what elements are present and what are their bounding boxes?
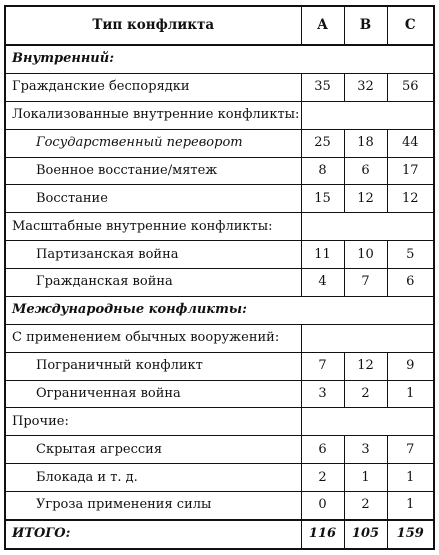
header-col-b: B [344,6,387,45]
table-body [5,45,434,549]
row-label: Прочие: [5,408,301,436]
value-c: 12 [387,185,434,213]
value-c: 6 [387,269,434,297]
value-b: 2 [344,380,387,408]
value-c: 17 [387,157,434,185]
table-row [5,269,434,297]
value-b: 3 [344,436,387,464]
value-b: 18 [344,129,387,157]
table-row [5,352,434,380]
row-label: Партизанская война [5,241,301,269]
row-label: Восстание [5,185,301,213]
value-a: 8 [301,157,344,185]
table-header [5,6,434,45]
value-a: 6 [301,436,344,464]
value-c: 1 [387,380,434,408]
value-a: 4 [301,269,344,297]
value-b: 2 [344,492,387,520]
value-a: 3 [301,380,344,408]
row-label: Гражданская война [5,269,301,297]
value-a: 7 [301,352,344,380]
row-label: С применением обычных вооружений: [5,324,301,352]
conflict-table-container [4,5,433,550]
table-row [5,296,434,324]
header-col-a: A [301,6,344,45]
row-label: Международные конфликты: [5,296,434,324]
value-b: 12 [344,352,387,380]
table-row [5,436,434,464]
row-label: Скрытая агрессия [5,436,301,464]
empty-values-cell [301,324,434,352]
table-row [5,380,434,408]
row-label: Гражданские беспорядки [5,73,301,101]
table-row [5,129,434,157]
empty-values-cell [301,213,434,241]
empty-values-cell [301,101,434,129]
value-b: 10 [344,241,387,269]
value-b: 32 [344,73,387,101]
header-row [5,6,434,45]
value-a: 35 [301,73,344,101]
table-row [5,45,434,73]
table-row [5,213,434,241]
conflict-types-table [4,5,435,550]
total-row [5,520,434,549]
value-a: 25 [301,129,344,157]
table-row [5,324,434,352]
value-a: 0 [301,492,344,520]
value-b: 6 [344,157,387,185]
row-label: Блокада и т. д. [5,464,301,492]
value-c: 1 [387,492,434,520]
value-a: 2 [301,464,344,492]
value-a: 11 [301,241,344,269]
value-c: 5 [387,241,434,269]
value-c: 1 [387,464,434,492]
value-c: 9 [387,352,434,380]
value-c: 44 [387,129,434,157]
table-row [5,464,434,492]
row-label: Внутренний: [5,45,434,73]
value-b: 1 [344,464,387,492]
value-a: 15 [301,185,344,213]
row-label: Ограниченная война [5,380,301,408]
row-label: Локализованные внутренние конфликты: [5,101,301,129]
header-type: Тип конфликта [5,6,301,45]
value-b: 7 [344,269,387,297]
row-label: Государственный переворот [5,129,301,157]
table-row [5,241,434,269]
value-c: 7 [387,436,434,464]
table-row [5,157,434,185]
row-label: Пограничный конфликт [5,352,301,380]
table-row [5,101,434,129]
table-row [5,408,434,436]
value-b: 12 [344,185,387,213]
total-value-a: 116 [301,520,344,549]
table-row [5,185,434,213]
total-value-c: 159 [387,520,434,549]
row-label: Угроза применения силы [5,492,301,520]
total-label: ИТОГО: [5,520,301,549]
row-label: Масштабные внутренние конфликты: [5,213,301,241]
value-c: 56 [387,73,434,101]
total-value-b: 105 [344,520,387,549]
empty-values-cell [301,408,434,436]
table-row [5,492,434,520]
row-label: Военное восстание/мятеж [5,157,301,185]
table-row [5,73,434,101]
header-col-c: C [387,6,434,45]
